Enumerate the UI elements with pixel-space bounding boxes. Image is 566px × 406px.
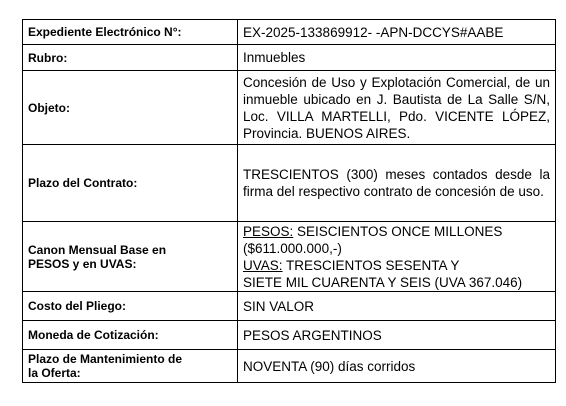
costo-pliego-value: SIN VALOR — [238, 292, 556, 321]
plazo-contrato-label: Plazo del Contrato: — [23, 145, 238, 222]
uvas-value-line2: SIETE MIL CUARENTA Y SEIS (UVA 367.046) — [243, 274, 523, 290]
rubro-value: Inmuebles — [238, 45, 556, 71]
pesos-label: PESOS: — [243, 223, 294, 239]
expediente-value: EX-2025-133869912- -APN-DCCYS#AABE — [238, 20, 556, 45]
table-row — [23, 71, 556, 145]
expediente-label: Expediente Electrónico N°: — [23, 20, 238, 45]
rubro-label: Rubro: — [23, 45, 238, 71]
canon-label-line2: PESOS y en UVAS: — [28, 256, 137, 271]
canon-value — [238, 222, 556, 292]
plazo-oferta-label-line2: la Oferta: — [28, 366, 81, 380]
plazo-contrato-value: TRESCIENTOS (300) meses contados desde la firma del respectivo contrato de concesión de uso. — [238, 145, 556, 222]
plazo-oferta-value: NOVENTA (90) días corridos — [238, 350, 556, 383]
table-row — [23, 321, 556, 350]
table-row — [23, 292, 556, 321]
uvas-label: UVAS: — [243, 257, 283, 273]
costo-pliego-label: Costo del Pliego: — [23, 292, 238, 321]
uvas-value: TRESCIENTOS SESENTA Y — [282, 257, 460, 273]
canon-label — [23, 222, 238, 292]
objeto-value: Concesión de Uso y Explotación Comercial, de un inmueble ubicado en J. Bautista de La Salle S/N, Loc. VILLA MARTELLI, Pdo. VICENTE LÓPEZ, Provincia. BUENOS AIRES. — [238, 71, 556, 145]
pesos-amount: ($611.000.000,-) — [243, 240, 342, 256]
table-row — [23, 45, 556, 71]
moneda-label: Moneda de Cotización: — [23, 321, 238, 350]
table-row — [23, 20, 556, 45]
moneda-value: PESOS ARGENTINOS — [238, 321, 556, 350]
table-row — [23, 145, 556, 222]
pesos-value: SEISCIENTOS ONCE MILLONES — [293, 223, 503, 239]
plazo-oferta-label — [23, 350, 238, 383]
licitacion-info-table — [22, 19, 556, 383]
canon-label-line1: Canon Mensual Base en — [28, 242, 167, 257]
table-row — [23, 350, 556, 383]
objeto-label: Objeto: — [23, 71, 238, 145]
plazo-oferta-label-line1: Plazo de Mantenimiento de — [28, 352, 183, 366]
table-row — [23, 222, 556, 292]
